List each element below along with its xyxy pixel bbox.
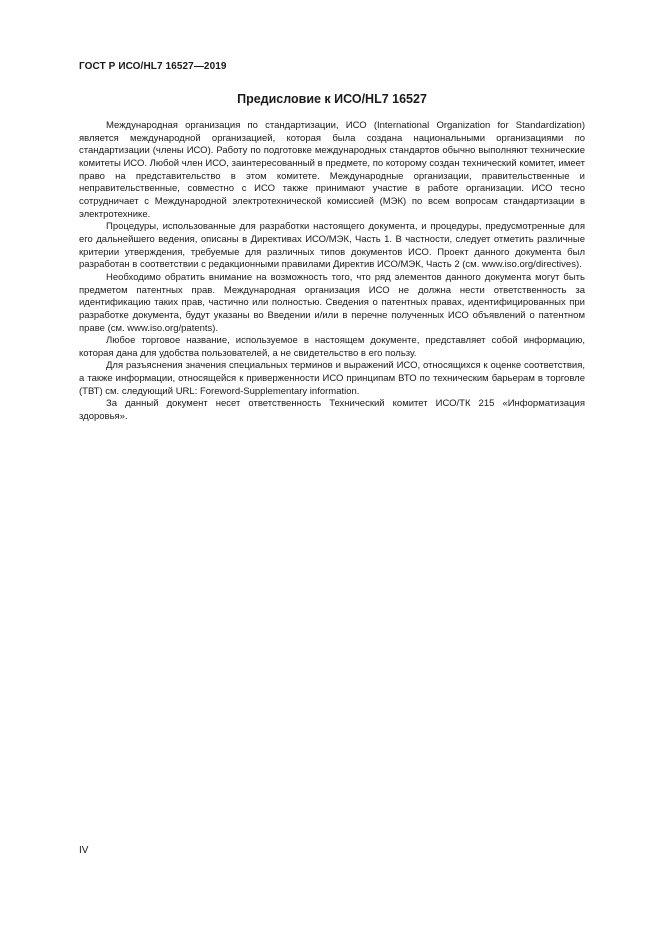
foreword-body xyxy=(79,120,585,424)
paragraph-conformity-terms: Для разъяснения значения специальных терминов и выражений ИСО, относящихся к оценке соответствия, а также информации, относящейся к приверженности ИСО принципам ВТО по техническим барьерам в торговле (ТВТ) см. следующий URL: Foreword-Supplementary information. xyxy=(79,360,585,397)
paragraph-iso-organization: Международная организация по стандартизации, ИСО (International Organization for Standardization) является международной организацией, которая была создана национальными организациями по стандартизации (члены ИСО). Работу по подготовке международных стандартов обычно выполняют технические комитеты ИСО. Любой член ИСО, заинтересованный в предмете, по которому создан технический комитет, имеет право на представительство в этом комитете. Международные организации, правительственные и неправительственные, совместно с ИСО также принимают участие в работе организации. ИСО тесно сотрудничает с Международной электротехнической комиссией (МЭК) по всем вопросам стандартизации в электротехнике. xyxy=(79,120,585,220)
paragraph-trade-names: Любое торговое название, используемое в настоящем документе, представляет собой информацию, которая дана для удобства пользователей, а не свидетельство в его пользу. xyxy=(79,335,585,359)
page-number: IV xyxy=(79,845,89,856)
paragraph-patents: Необходимо обратить внимание на возможность того, что ряд элементов данного документа могут быть предметом патентных прав. Международная организация ИСО не должна нести ответственность за идентификацию таких прав, частично или полностью. Сведения о патентных правах, идентифицированных при разработке документа, будут указаны во Введении и/или в перечне полученных ИСО объявлений о патентном праве (см. www.iso.org/patents). xyxy=(79,271,585,334)
paragraph-committee: За данный документ несет ответственность Технический комитет ИСО/ТК 215 «Информатизация здоровья». xyxy=(79,398,585,423)
foreword-title: Предисловие к ИСО/HL7 16527 xyxy=(237,92,427,106)
paragraph-procedures: Процедуры, использованные для разработки настоящего документа, и процедуры, предусмотренные для его дальнейшего ведения, описаны в Директивах ИСО/МЭК, Часть 1. В частности, следует отметить различные критерии утверждения, требуемые для различных типов документов ИСО. Проект данного документа был разработан в соответствии с редакционными правилами Директив ИСО/МЭК, Часть 2 (см. www.iso.org/directives). xyxy=(79,221,585,271)
standard-code-header: ГОСТ Р ИСО/HL7 16527—2019 xyxy=(79,61,227,72)
